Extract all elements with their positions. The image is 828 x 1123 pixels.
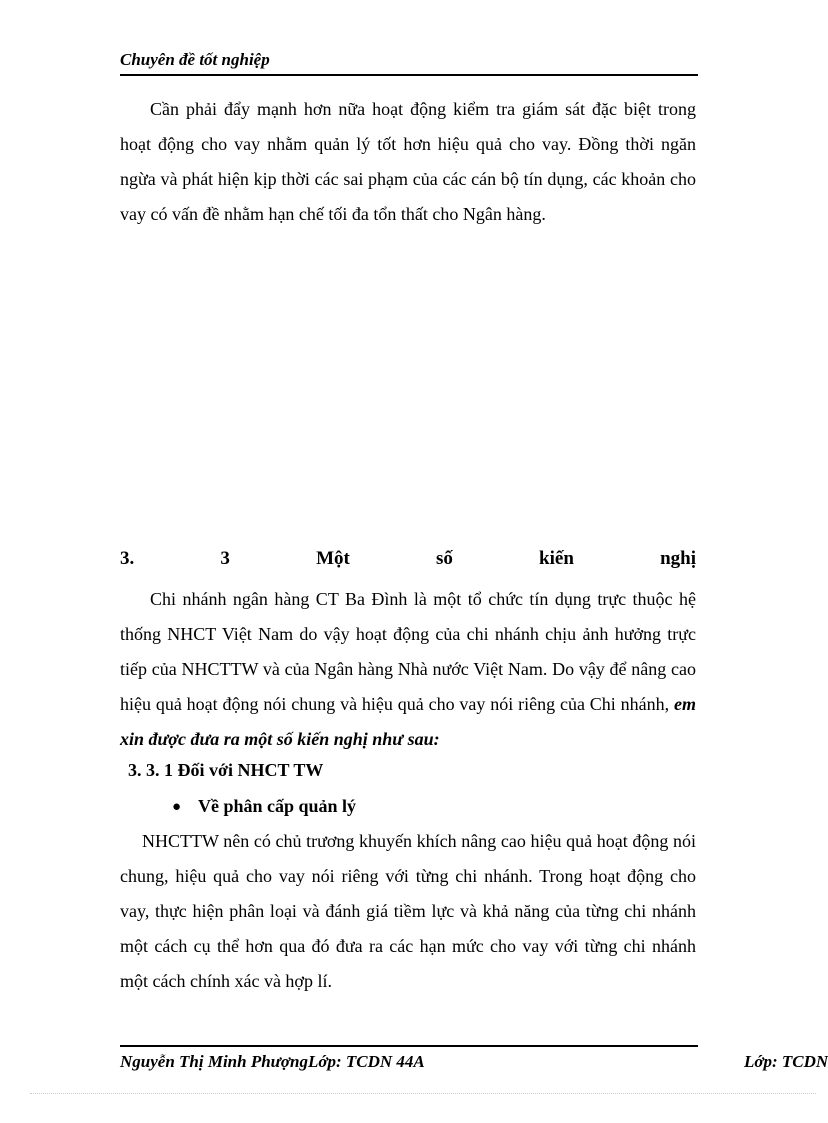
footer-author: Nguyễn Thị Minh Phượng (120, 1052, 308, 1071)
section-title-word: kiến (539, 548, 574, 569)
section-paragraph-emphasis: em xin được đưa ra một số kiến nghị như sau: (120, 694, 696, 749)
section-title-word: 3 (220, 548, 230, 569)
footer-left (120, 1052, 425, 1072)
page-header (120, 50, 698, 76)
section-title-word: Một (316, 548, 350, 569)
intro-paragraph: Cần phải đẩy mạnh hơn nữa hoạt động kiểm tra giám sát đặc biệt trong hoạt động cho vay nhằm quản lý tốt hơn hiệu quả cho vay. Đồng thời ngăn ngừa và phát hiện kịp thời các sai phạm của các cán bộ tín dụng, các khoản cho vay có vấn đề nhằm hạn chế tối đa tổn thất cho Ngân hàng. (120, 99, 696, 224)
section-paragraph-text: Chi nhánh ngân hàng CT Ba Đình là một tổ chức tín dụng trực thuộc hệ thống NHCT Việt Nam do vậy hoạt động của chi nhánh chịu ảnh hưởng trực tiếp của NHCTTW và của Ngân hàng Nhà nước Việt Nam. Do vậy để nâng cao hiệu quả hoạt động nói chung và hiệu quả cho vay nói riêng của Chi nhánh, (120, 589, 696, 714)
subsection-title: 3. 3. 1 Đối với NHCT TW (128, 760, 324, 780)
subsection-paragraph: NHCTTW nên có chủ trương khuyến khích nâng cao hiệu quả hoạt động nói chung, hiệu quả cho vay nói riêng với từng chi nhánh. Trong hoạt động cho vay, thực hiện phân loại và đánh giá tiềm lực và khả năng của từng chi nhánh một cách cụ thể hơn qua đó đưa ra các hạn mức cho vay với từng chi nhánh một cách chính xác và hợp lí. (120, 831, 696, 991)
footer-class-left: Lớp: TCDN 44A (307, 1052, 425, 1071)
page-border-dotted (30, 1093, 816, 1094)
section-title (120, 548, 696, 570)
section-paragraph (120, 582, 696, 757)
bullet-dot-icon: ● (172, 799, 182, 815)
section-title-word: nghị (660, 548, 696, 569)
bullet-item (172, 796, 356, 817)
section-title-word: số (435, 548, 453, 569)
section-title-word: 3. (120, 548, 135, 569)
header-title: Chuyên đề tốt nghiệp (120, 50, 270, 69)
footer-class-right: Lớp: TCDN (744, 1052, 828, 1071)
footer-divider (120, 1045, 698, 1047)
bullet-label: Về phân cấp quản lý (198, 796, 357, 816)
